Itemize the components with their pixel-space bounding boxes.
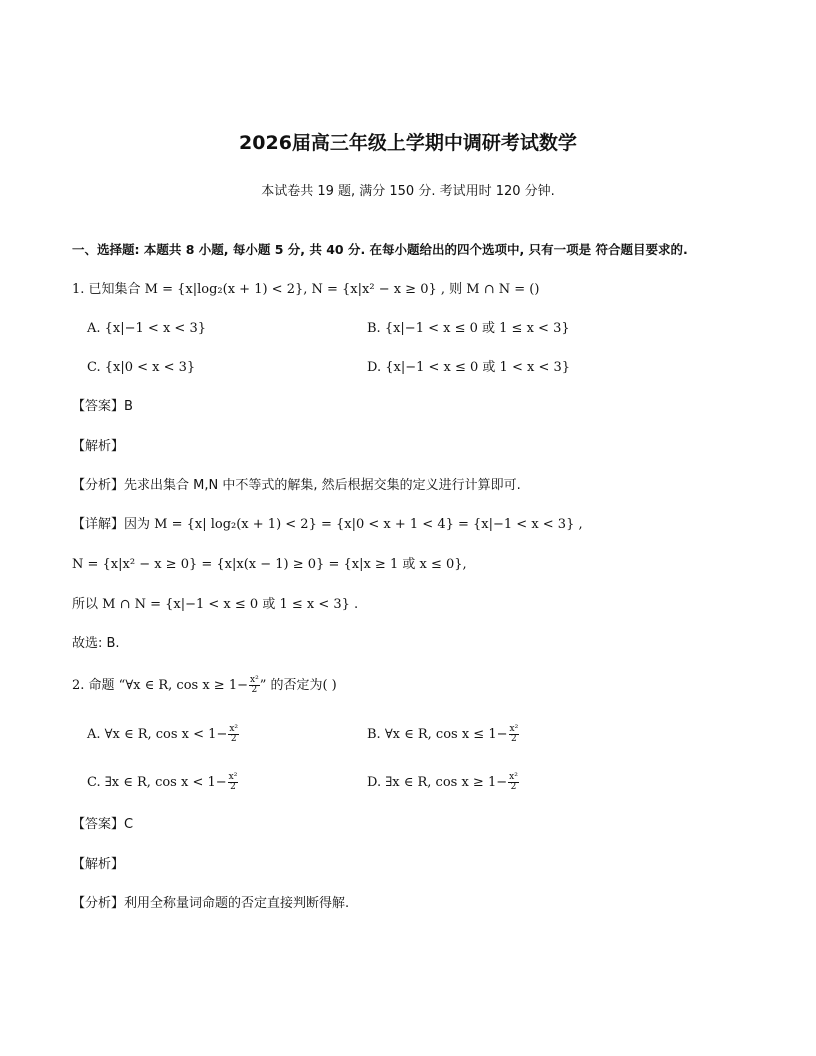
question-1-option-c: C. {x|0 < x < 3} [87,360,196,375]
question-2-stem [72,676,337,695]
question-2-stem-suffix: ” 的否定为( ) [259,678,337,693]
question-2-option-c [87,773,238,792]
question-1-analysis-label: 【解析】 [72,439,125,454]
page-subtitle: 本试卷共 19 题, 满分 150 分. 考试用时 120 分钟. [261,184,555,199]
question-1-option-a: A. {x|−1 < x < 3} [87,321,206,336]
question-2-option-a [87,725,239,744]
question-2-answer: 【答案】C [72,817,134,832]
question-1-xiangjie-line-3: 所以 M ∩ N = {x|−1 < x ≤ 0 或 1 ≤ x < 3} . [72,597,359,612]
fraction [228,773,239,792]
option-c-text: C. ∃x ∈ R, cos x < 1− [87,775,227,790]
section-heading: 一、选择题: 本题共 8 小题, 每小题 5 分, 共 40 分. 在每小题给出的四个选项中, 只有一项是 符合题目要求的. [72,242,688,257]
fraction-numerator: x² [509,772,518,782]
question-1-option-b: B. {x|−1 < x ≤ 0 或 1 ≤ x < 3} [367,321,570,336]
question-2-option-d [367,773,519,792]
fraction [249,676,260,695]
question-1-fenxi: 【分析】先求出集合 M,N 中不等式的解集, 然后根据交集的定义进行计算即可. [72,478,521,493]
option-d-text: D. ∃x ∈ R, cos x ≥ 1− [367,775,508,790]
fraction-denominator: 2 [251,685,258,695]
question-1-xiangjie-line-2: N = {x|x² − x ≥ 0} = {x|x(x − 1) ≥ 0} = {x|x ≥ 1 或 x ≤ 0}, [72,557,467,572]
fraction-numerator: x² [250,675,259,685]
fraction-numerator: x² [229,724,239,734]
fraction-denominator: 2 [510,782,517,792]
question-1-xiangjie-line-1: 【详解】因为 M = {x| log₂(x + 1) < 2} = {x|0 < x + 1 < 4} = {x|−1 < x < 3} , [72,517,583,532]
fraction [228,725,239,744]
fraction-denominator: 2 [230,734,237,744]
question-2-fenxi: 【分析】利用全称量词命题的否定直接判断得解. [72,896,350,911]
option-a-text: A. ∀x ∈ R, cos x < 1− [87,727,228,742]
fraction-denominator: 2 [230,782,236,792]
question-1-option-d: D. {x|−1 < x ≤ 0 或 1 < x < 3} [367,360,571,375]
question-2-option-b [367,725,519,744]
question-2-stem-prefix: 2. 命题 “∀x ∈ R, cos x ≥ 1− [72,678,248,693]
fraction-numerator: x² [509,724,519,734]
fraction [508,773,519,792]
option-b-text: B. ∀x ∈ R, cos x ≤ 1− [367,727,508,742]
fraction [509,725,520,744]
question-2-analysis-label: 【解析】 [72,857,125,872]
question-1-answer: 【答案】B [72,399,133,414]
fraction-denominator: 2 [510,734,517,744]
question-1-stem: 1. 已知集合 M = {x|log₂(x + 1) < 2}, N = {x|x² − x ≥ 0} , 则 M ∩ N = () [72,282,540,297]
question-1-conclusion: 故选: B. [72,636,120,651]
fraction-numerator: x² [228,772,238,782]
page-title: 2026届高三年级上学期中调研考试数学 [239,132,577,154]
